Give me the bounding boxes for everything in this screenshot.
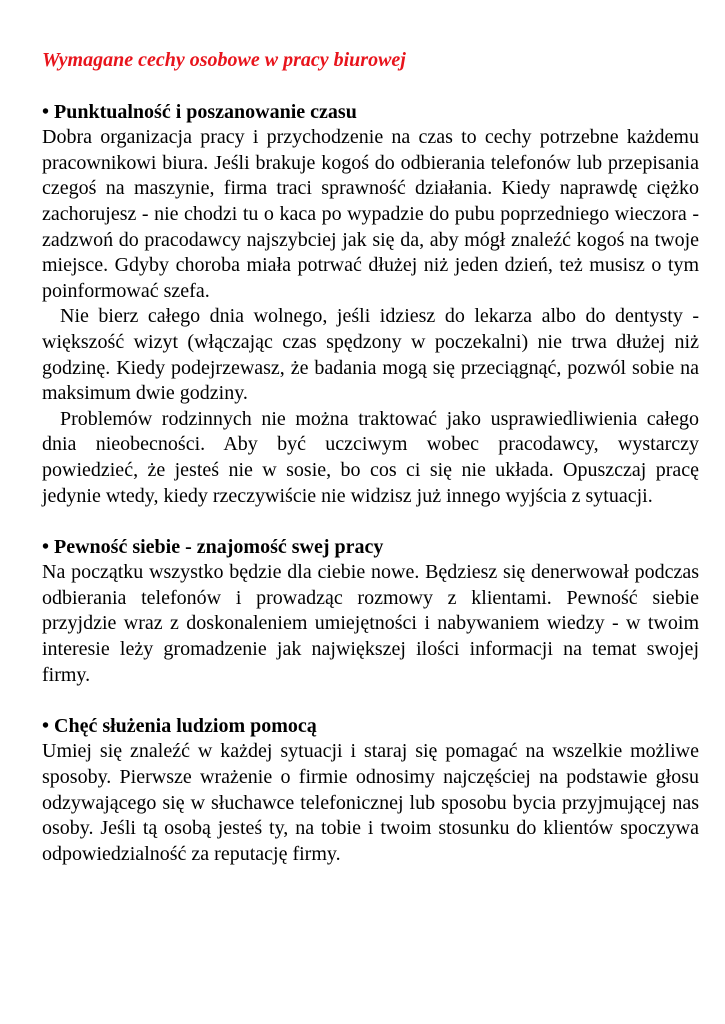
paragraph: Umiej się znaleźć w każdej sytuacji i staraj się pomagać na wszelkie możliwe sposoby. Pierwsze wrażenie o firmie odnosimy najczęściej na podstawie głosu odzywającego się w słuchawce telefonicznej lub sposobu bycia przyjmującej nas osoby. Jeśli tą osobą jesteś ty, na tobie i twoim stosunku do klientów spoczywa odpowiedzialność za reputację firmy. [42,740,699,865]
section-heading: • Chęć służenia ludziom pomocą [42,714,317,737]
section-confidence [42,535,699,689]
document-page [42,48,699,893]
section-heading: • Punktualność i poszanowanie czasu [42,100,357,123]
document-title: Wymagane cechy osobowe w pracy biurowej [42,49,406,71]
paragraph: Nie bierz całego dnia wolnego, jeśli idziesz do lekarza albo do dentysty - większość wizyt (włączając czas spędzony w poczekalni) nie trwa dłużej niż godzinę. Kiedy podejrzewasz, że badania mogą się przeciągnąć, pozwól sobie na maksimum dwie godziny. [42,305,699,405]
paragraph: Problemów rodzinnych nie można traktować jako usprawiedliwienia całego dnia nieobecności. Aby być uczciwym wobec pracodawcy, wystarczy powiedzieć, że jesteś nie w sosie, bo cos ci się nie układa. Opuszczaj pracę jedynie wtedy, kiedy rzeczywiście nie widzisz już innego wyjścia z sytuacji. [42,407,699,507]
paragraph: Dobra organizacja pracy i przychodzenie na czas to cechy potrzebne każdemu pracownikowi biura. Jeśli brakuje kogoś do odbierania telefonów lub przepisania czegoś na maszynie, firma traci sprawność działania. Kiedy naprawdę ciężko zachorujesz - nie chodzi tu o kaca po wypadzie do pubu poprzedniego wieczora - zadzwoń do pracodawcy najszybciej jak się da, aby mógł znaleźć kogoś na twoje miejsce. Gdyby choroba miała potrwać dłużej niż jeden dzień, też musisz o tym poinformować szefa. [42,126,699,302]
paragraph: Na początku wszystko będzie dla ciebie nowe. Będziesz się denerwował podczas odbierania telefonów i prowadząc rozmowy z klientami. Pewność siebie przyjdzie wraz z doskonaleniem umiejętności i nabywaniem wiedzy - w twoim interesie leży gromadzenie jak największej ilości informacji na temat swojej firmy. [42,561,699,686]
section-punctuality [42,100,699,510]
section-helpfulness [42,714,699,868]
section-heading: • Pewność siebie - znajomość swej pracy [42,535,384,558]
